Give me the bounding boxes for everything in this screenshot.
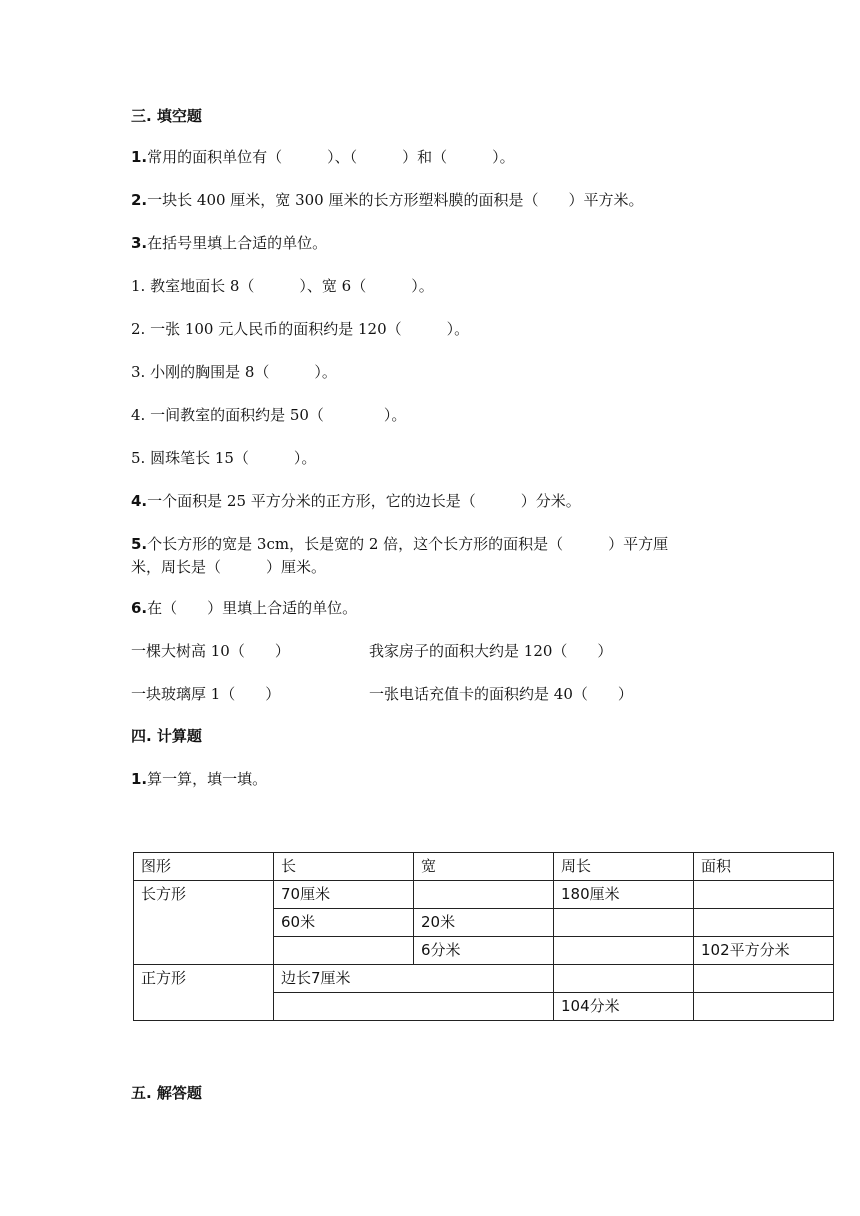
- question-3-1: [131, 147, 515, 167]
- section-5-title: 五. 解答题: [131, 1084, 202, 1102]
- table-cell: [414, 881, 554, 909]
- table-cell: [554, 965, 694, 993]
- question-3-4: [131, 491, 581, 511]
- header-cell: 宽: [414, 853, 554, 881]
- sub-question-4: 4. 一间教室的面积约是 50（ ）。: [131, 406, 407, 424]
- table-row: [134, 881, 834, 909]
- question-number: 6.: [131, 599, 148, 617]
- q6-row1-left: 一棵大树高 10（ ）: [131, 642, 290, 660]
- shape-label-square: 正方形: [134, 965, 274, 1021]
- question-3-6: [131, 598, 357, 618]
- table-row: [134, 965, 834, 993]
- question-number: 4.: [131, 492, 148, 510]
- sub-question-2: 2. 一张 100 元人民币的面积约是 120（ ）。: [131, 320, 470, 338]
- question-number: 1.: [131, 148, 148, 166]
- question-number: 1.: [131, 770, 148, 788]
- table-cell: [694, 993, 834, 1021]
- table-cell: [694, 965, 834, 993]
- question-4-1: [131, 769, 267, 789]
- question-number: 5.: [131, 535, 148, 553]
- section-4-title: 四. 计算题: [131, 727, 202, 745]
- question-3-2: [131, 190, 643, 210]
- calculation-table: [133, 852, 834, 1021]
- table-cell: 6分米: [414, 937, 554, 965]
- section-3-title: 三. 填空题: [131, 107, 202, 125]
- table-cell: [554, 909, 694, 937]
- table-cell: 20米: [414, 909, 554, 937]
- table-cell: 70厘米: [274, 881, 414, 909]
- q6-row2-right: 一张电话充值卡的面积约是 40（ ）: [369, 685, 633, 703]
- table-cell: 104分米: [554, 993, 694, 1021]
- question-text: 在括号里填上合适的单位。: [147, 234, 328, 252]
- header-cell: 图形: [134, 853, 274, 881]
- shape-label-rectangle: 长方形: [134, 881, 274, 965]
- table-cell: [274, 993, 554, 1021]
- question-3-3: [131, 233, 327, 253]
- question-number: 3.: [131, 234, 148, 252]
- q6-row1-right: 我家房子的面积大约是 120（ ）: [369, 642, 613, 660]
- table-cell: 180厘米: [554, 881, 694, 909]
- header-cell: 长: [274, 853, 414, 881]
- table-cell: [694, 909, 834, 937]
- header-cell: 周长: [554, 853, 694, 881]
- sub-question-3: 3. 小刚的胸围是 8（ ）。: [131, 363, 337, 381]
- question-text: 常用的面积单位有（ ）、（ ）和（ ）。: [147, 148, 515, 166]
- question-number: 2.: [131, 191, 148, 209]
- table-header-row: [134, 853, 834, 881]
- question-text: 在（ ）里填上合适的单位。: [147, 599, 358, 617]
- question-3-5-line-2: 米，周长是（ ）厘米。: [131, 558, 327, 576]
- header-cell: 面积: [694, 853, 834, 881]
- table-cell: 60米: [274, 909, 414, 937]
- sub-question-5: 5. 圆珠笔长 15（ ）。: [131, 449, 317, 467]
- question-text: 个长方形的宽是 3cm，长是宽的 2 倍，这个长方形的面积是（ ）平方厘: [147, 535, 669, 553]
- question-text: 一块长 400 厘米，宽 300 厘米的长方形塑料膜的面积是（ ）平方米。: [147, 191, 644, 209]
- table-cell: 边长7厘米: [274, 965, 554, 993]
- q6-row2-left: 一块玻璃厚 1（ ）: [131, 685, 281, 703]
- question-text: 一个面积是 25 平方分米的正方形，它的边长是（ ）分米。: [147, 492, 581, 510]
- question-text: 算一算，填一填。: [147, 770, 268, 788]
- table-cell: [694, 881, 834, 909]
- question-3-5-line-1: [131, 534, 668, 554]
- table-cell: [274, 937, 414, 965]
- sub-question-1: 1. 教室地面长 8（ ）、宽 6（ ）。: [131, 277, 434, 295]
- table-cell: 102平方分米: [694, 937, 834, 965]
- table-cell: [554, 937, 694, 965]
